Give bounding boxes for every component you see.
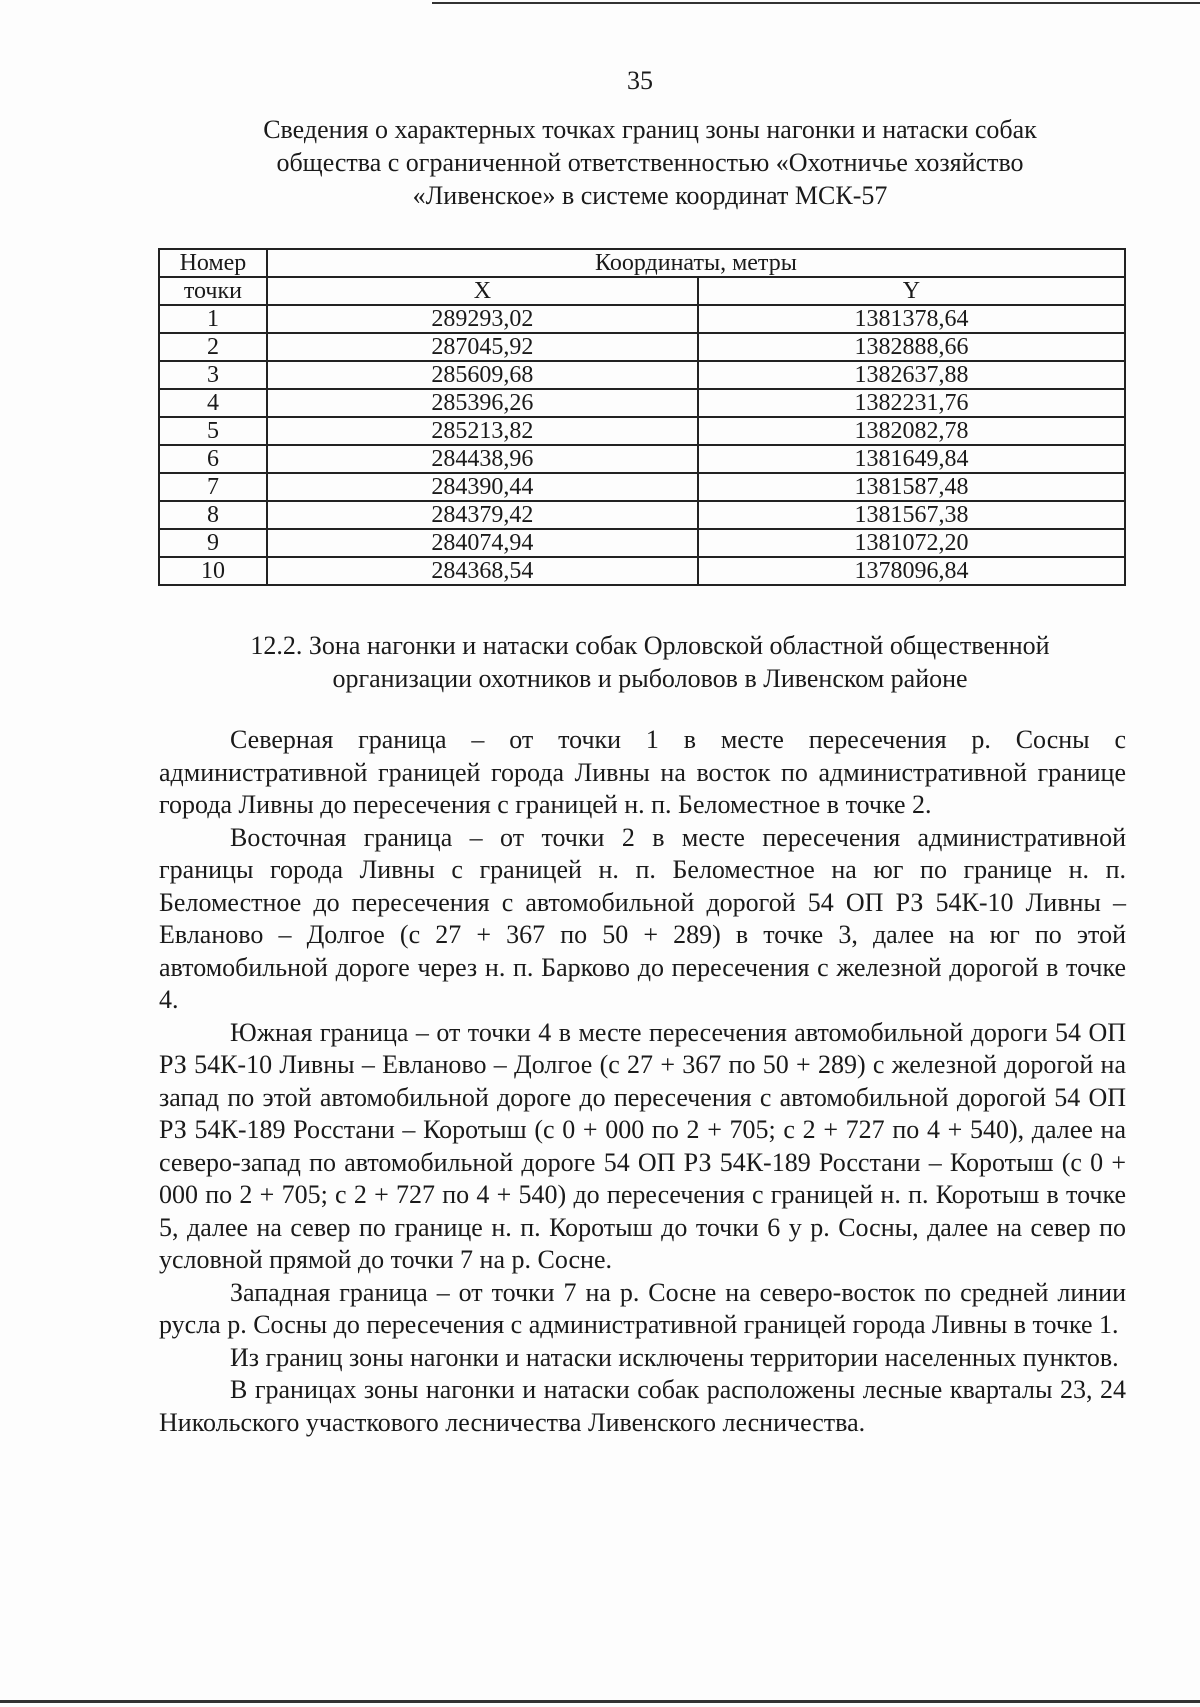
header-point-number-line1: Номер <box>159 249 267 277</box>
y-coordinate-cell: 1382637,88 <box>698 361 1125 389</box>
paragraph-exclusions: Из границ зоны нагонки и натаски исключены территории населенных пунктов. <box>230 1342 1119 1372</box>
paragraph-east-border: Восточная граница – от точки 2 в месте пересечения административной границы города Ливны с границей н. п. Беломестное на юг по границе н. п. Беломестное до пересечения с автомобильной дорогой 54 ОП РЗ 54К-10 Ливны – Евланово – Долгое (с 27 + 367 по 50 + 289) в точке 3, далее на юг по этой автомобильной дороге через н. п. Барково до пересечения с железной дорогой в точке 4. <box>159 822 1126 1014</box>
paragraph-forest-quarters: В границах зоны нагонки и натаски собак расположены лесные кварталы 23, 24 Никольского участкового лесничества Ливенского лесничества. <box>159 1375 1126 1437</box>
heading-line: общества с ограниченной ответственностью «Охотничье хозяйство <box>276 148 1024 177</box>
y-coordinate-cell: 1381378,64 <box>698 305 1125 333</box>
x-coordinate-cell: 285213,82 <box>267 417 698 445</box>
x-coordinate-cell: 285396,26 <box>267 389 698 417</box>
section-title-line: организации охотников и рыболовов в Ливенском районе <box>332 664 968 693</box>
paragraph-south-border: Южная граница – от точки 4 в месте пересечения автомобильной дороги 54 ОП РЗ 54К-10 Ливны – Евланово – Долгое (с 27 + 367 по 50 + 289) с железной дорогой на запад по этой автомобильной дороге до пересечения с автомобильной дорогой 54 ОП РЗ 54К-189 Росстани – Коротыш (с 0 + 000 по 2 + 705; с 2 + 727 по 4 + 540), далее на северо-запад по автомобильной дороге 54 ОП РЗ 54К-189 Росстани – Коротыш (с 0 + 000 по 2 + 705; с 2 + 727 по 4 + 540) до пересечения с границей н. п. Коротыш в точке 5, далее на север по границе н. п. Коротыш до точки 6 у р. Сосны, далее на север по условной прямой до точки 7 на р. Сосне. <box>159 1017 1126 1274</box>
document-heading <box>175 113 1125 212</box>
table-row <box>159 361 1125 389</box>
table-header-row <box>159 277 1125 305</box>
header-coordinates: Координаты, метры <box>267 249 1125 277</box>
table-row <box>159 473 1125 501</box>
point-number-cell: 3 <box>159 361 267 389</box>
point-number-cell: 2 <box>159 333 267 361</box>
point-number-cell: 9 <box>159 529 267 557</box>
point-number-cell: 5 <box>159 417 267 445</box>
body-text <box>159 724 1126 1439</box>
page-number: 35 <box>627 66 653 95</box>
table-row <box>159 529 1125 557</box>
x-coordinate-cell: 284379,42 <box>267 501 698 529</box>
y-coordinate-cell: 1382888,66 <box>698 333 1125 361</box>
x-coordinate-cell: 284368,54 <box>267 557 698 585</box>
x-coordinate-cell: 289293,02 <box>267 305 698 333</box>
table-row <box>159 501 1125 529</box>
y-coordinate-cell: 1382082,78 <box>698 417 1125 445</box>
y-coordinate-cell: 1378096,84 <box>698 557 1125 585</box>
point-number-cell: 6 <box>159 445 267 473</box>
heading-line: «Ливенское» в системе координат МСК-57 <box>412 181 888 210</box>
table-header-row <box>159 249 1125 277</box>
header-y: Y <box>698 277 1125 305</box>
point-number-cell: 4 <box>159 389 267 417</box>
heading-line: Сведения о характерных точках границ зоны нагонки и натаски собак <box>263 115 1037 144</box>
paragraph-west-border: Западная граница – от точки 7 на р. Сосне на северо-восток по средней линии русла р. Сосны до пересечения с административной границей города Ливны в точке 1. <box>159 1277 1126 1339</box>
point-number-cell: 7 <box>159 473 267 501</box>
table-row <box>159 305 1125 333</box>
table-body <box>159 305 1125 585</box>
table-row <box>159 389 1125 417</box>
table-row <box>159 445 1125 473</box>
y-coordinate-cell: 1381587,48 <box>698 473 1125 501</box>
bottom-rule <box>0 1700 1200 1703</box>
section-title <box>175 629 1125 695</box>
paragraph-north-border: Северная граница – от точки 1 в месте пересечения р. Сосны с административной границей города Ливны на восток по административной границе города Ливны до пересечения с границей н. п. Беломестное в точке 2. <box>159 725 1126 819</box>
table-row <box>159 557 1125 585</box>
table-row <box>159 417 1125 445</box>
x-coordinate-cell: 285609,68 <box>267 361 698 389</box>
point-number-cell: 10 <box>159 557 267 585</box>
x-coordinate-cell: 284390,44 <box>267 473 698 501</box>
y-coordinate-cell: 1381567,38 <box>698 501 1125 529</box>
x-coordinate-cell: 287045,92 <box>267 333 698 361</box>
y-coordinate-cell: 1381649,84 <box>698 445 1125 473</box>
section-title-line: 12.2. Зона нагонки и натаски собак Орловской областной общественной <box>250 631 1050 660</box>
x-coordinate-cell: 284074,94 <box>267 529 698 557</box>
point-number-cell: 8 <box>159 501 267 529</box>
x-coordinate-cell: 284438,96 <box>267 445 698 473</box>
y-coordinate-cell: 1381072,20 <box>698 529 1125 557</box>
y-coordinate-cell: 1382231,76 <box>698 389 1125 417</box>
header-x: X <box>267 277 698 305</box>
header-point-number-line2: точки <box>159 277 267 305</box>
coordinates-table <box>158 248 1126 586</box>
point-number-cell: 1 <box>159 305 267 333</box>
top-rule <box>432 2 1200 4</box>
table-row <box>159 333 1125 361</box>
